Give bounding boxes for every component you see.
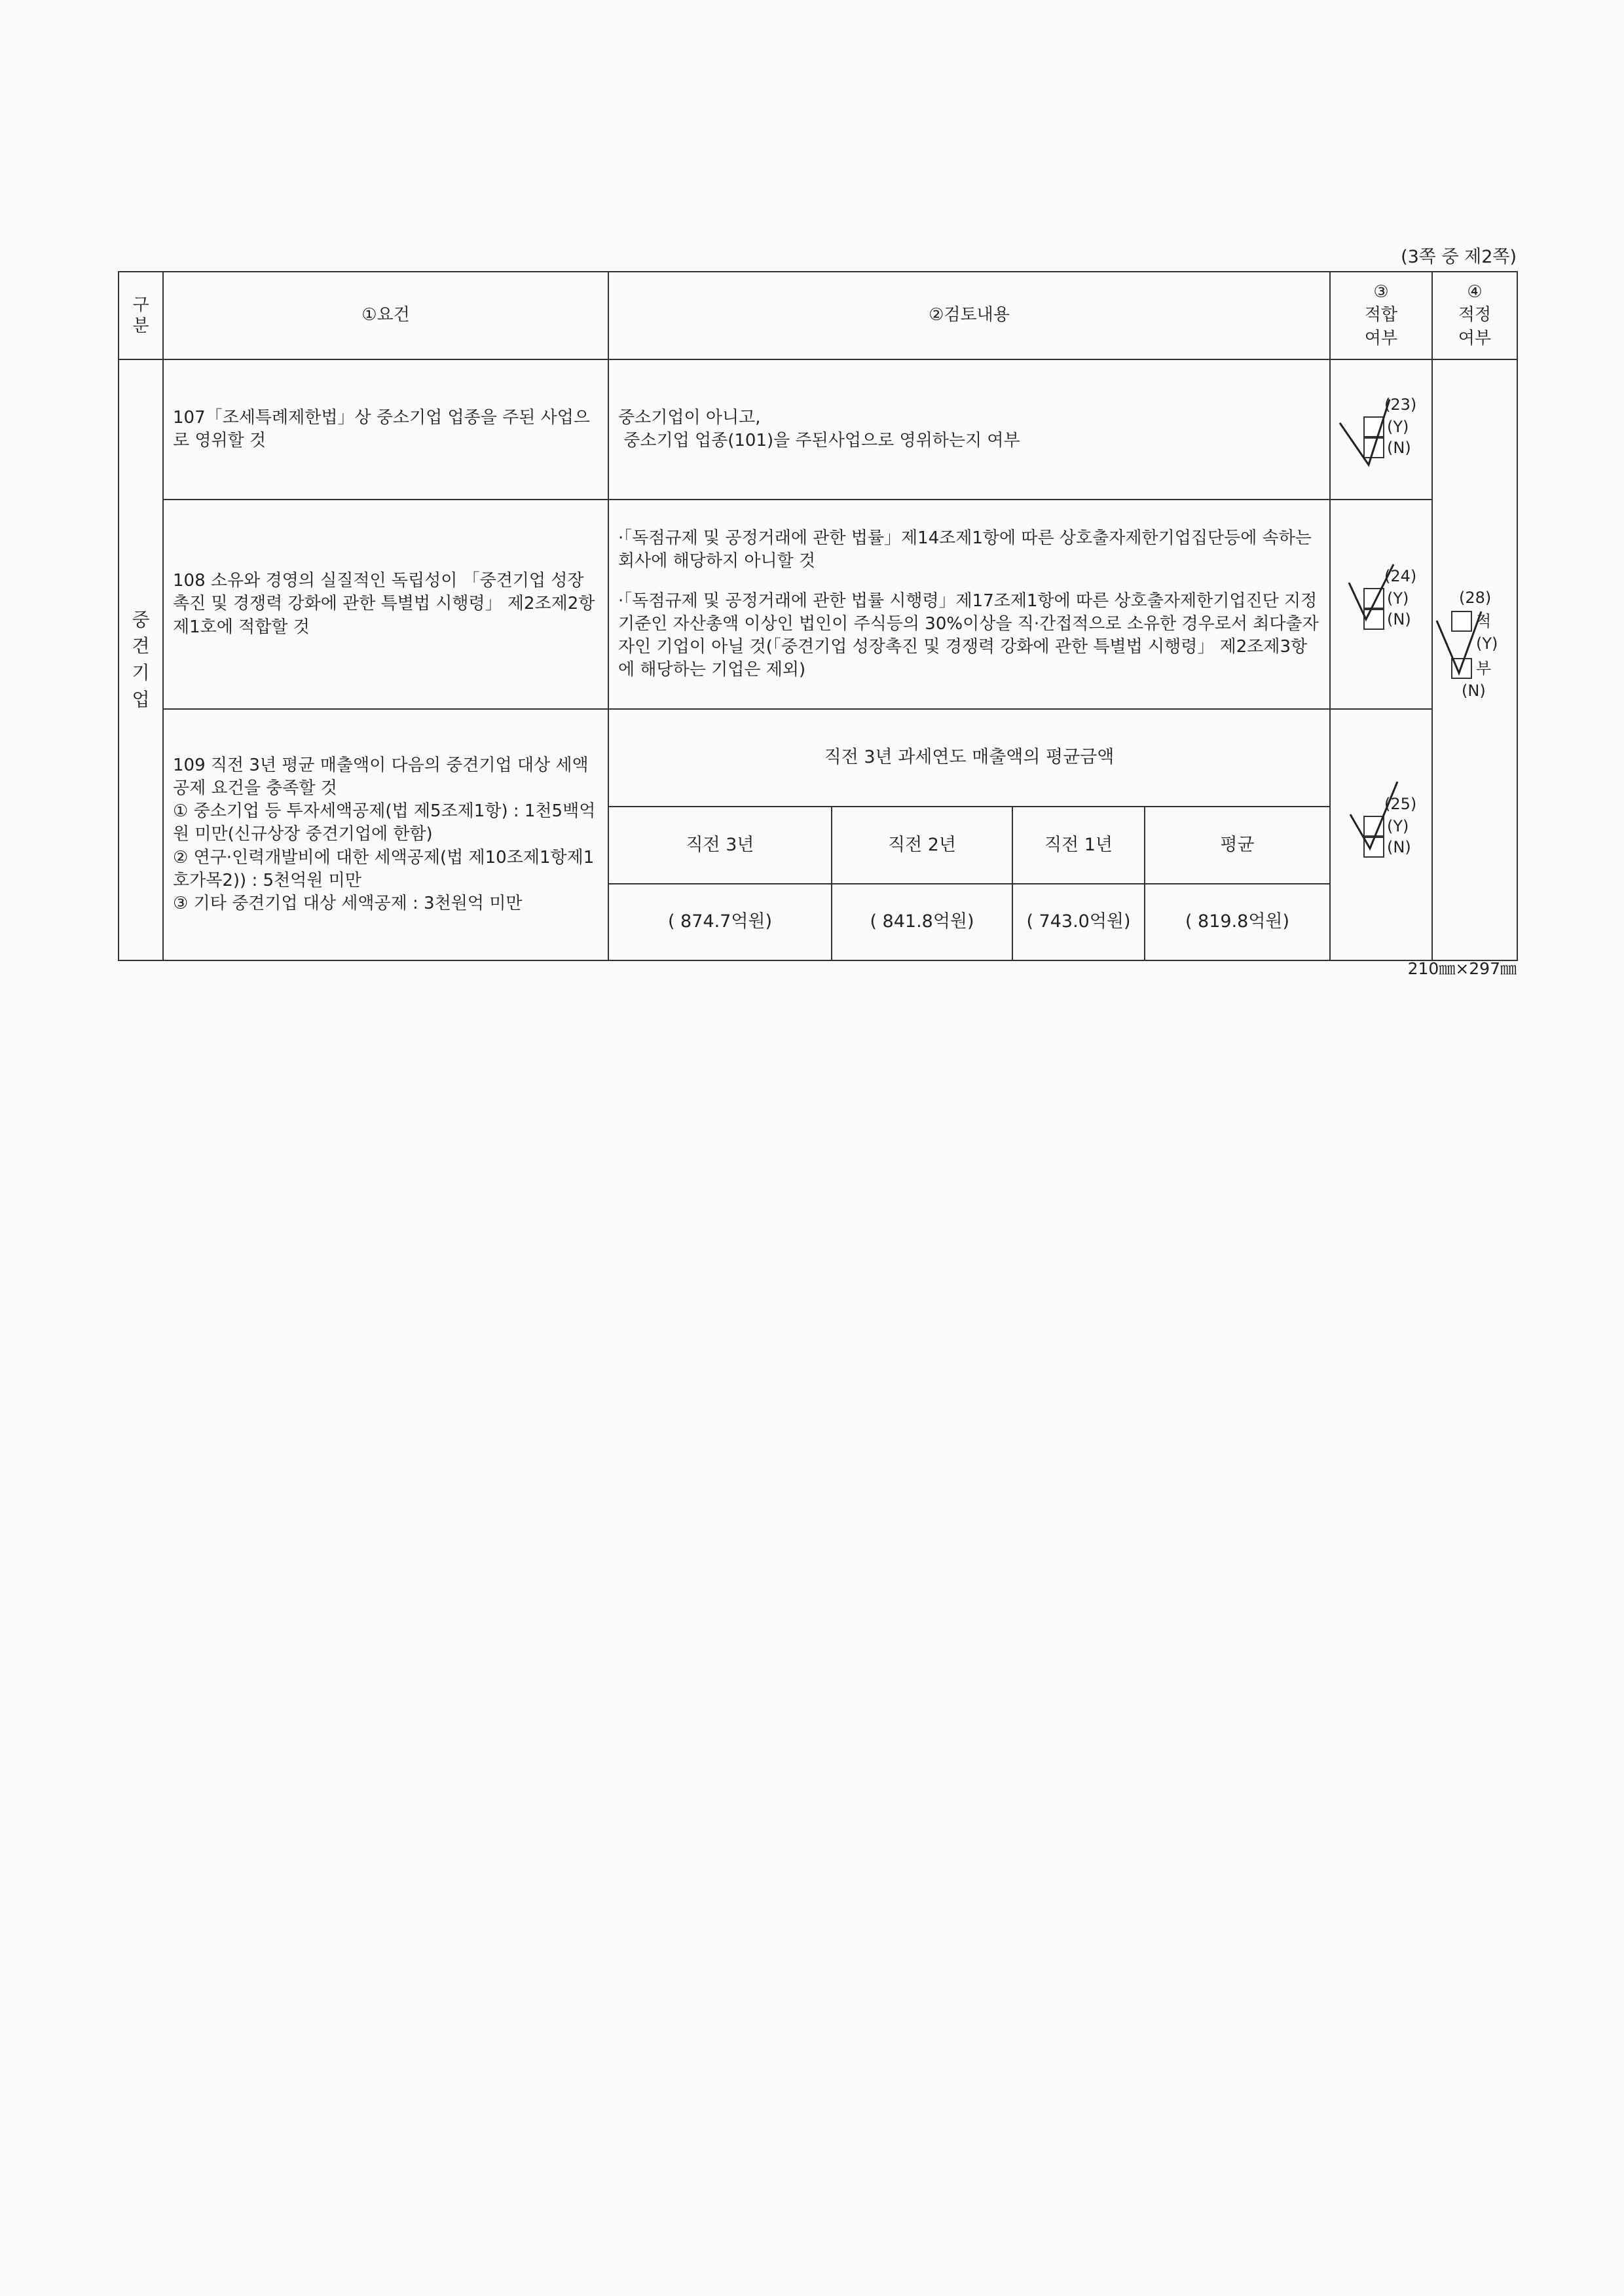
revenue-table-cell (608, 709, 1330, 960)
requirement-107: 107「조세특례제한법」상 중소기업 업종을 주된 사업으로 영위할 것 (163, 359, 608, 500)
requirement-109: 109 직전 3년 평균 매출액이 다음의 중견기업 대상 세액공제 요건을 충족할 것 ① 중소기업 등 투자세액공제(법 제5조제1항) : 1천5백억원 미만(신규상장 중견기업에 한함) ② 연구·인력개발비에 대한 세액공제(법 제10조제1항제1호가목2)) : 5천억원 미만 ③ 기타 중견기업 대상 세액공제 : 3천원억 미만 (163, 709, 608, 960)
category-cell (119, 359, 163, 960)
requirement-row-109 (119, 709, 1517, 960)
overall-check-cell: (28) 적 (Y) 부 (N) (1432, 359, 1517, 960)
checkmark-icon (1331, 500, 1433, 710)
review-form-table (118, 271, 1518, 961)
revenue-header: 직전 1년 (1012, 807, 1145, 884)
revenue-value-1y[interactable]: ( 743.0억원) (1012, 884, 1145, 960)
revenue-value-3y[interactable]: ( 874.7억원) (609, 884, 832, 960)
category-label: 중견기업 (132, 608, 150, 710)
requirement-row-107 (119, 359, 1517, 500)
requirement-108: 108 소유와 경영의 실질적인 독립성이 「중견기업 성장촉진 및 경쟁력 강화에 관한 특별법 시행령」 제2조제2항제1호에 적합할 것 (163, 500, 608, 709)
revenue-header: 직전 2년 (832, 807, 1012, 884)
review-108: ·「독점규제 및 공정거래에 관한 법률」제14조제1항에 따른 상호출자제한기업집단등에 속하는 회사에 해당하지 아니할 것 ·「독점규제 및 공정거래에 관한 법률 시행령」제17조제1항에 따른 상호출자제한기업진단 지정기준인 자산총액 이상인 법인이 주식등의 30%이상을 직·간접적으로 소유한 경우로서 최다출자자인 기업이 아닐 것(「중견기업 성장촉진 및 경쟁력 강화에 관한 특별법 시행령」 제2조제3항에 해당하는 기업은 제외) (608, 500, 1330, 709)
page-number-label: (3쪽 중 제2쪽) (1401, 247, 1517, 267)
header-proper: ④ 적정 여부 (1432, 272, 1517, 359)
requirement-row-108 (119, 500, 1517, 709)
revenue-value-avg[interactable]: ( 819.8억원) (1145, 884, 1329, 960)
checkmark-icon (1331, 360, 1433, 500)
header-review: ②검토내용 (608, 272, 1330, 359)
header-fit: ③ 적합 여부 (1330, 272, 1432, 359)
header-row (119, 272, 1517, 359)
header-requirement: ①요건 (163, 272, 608, 359)
header-gubun: 구분 (119, 272, 163, 359)
revenue-header: 직전 3년 (609, 807, 832, 884)
revenue-table (609, 710, 1329, 960)
revenue-header: 평균 (1145, 807, 1329, 884)
fit-check-108: (24) (Y) (N) (1330, 500, 1432, 709)
fit-check-107: (23) (Y) (N) (1330, 359, 1432, 500)
review-107: 중소기업이 아니고, 중소기업 업종(101)을 주된사업으로 영위하는지 여부 (608, 359, 1330, 500)
checkmark-icon (1433, 360, 1518, 1034)
revenue-value-2y[interactable]: ( 841.8억원) (832, 884, 1012, 960)
fit-check-109: (25) (Y) (N) (1330, 709, 1432, 960)
revenue-title: 직전 3년 과세연도 매출액의 평균금액 (824, 747, 1115, 768)
checkmark-icon (1331, 710, 1433, 960)
paper-size-label: 210㎜×297㎜ (1407, 959, 1517, 978)
